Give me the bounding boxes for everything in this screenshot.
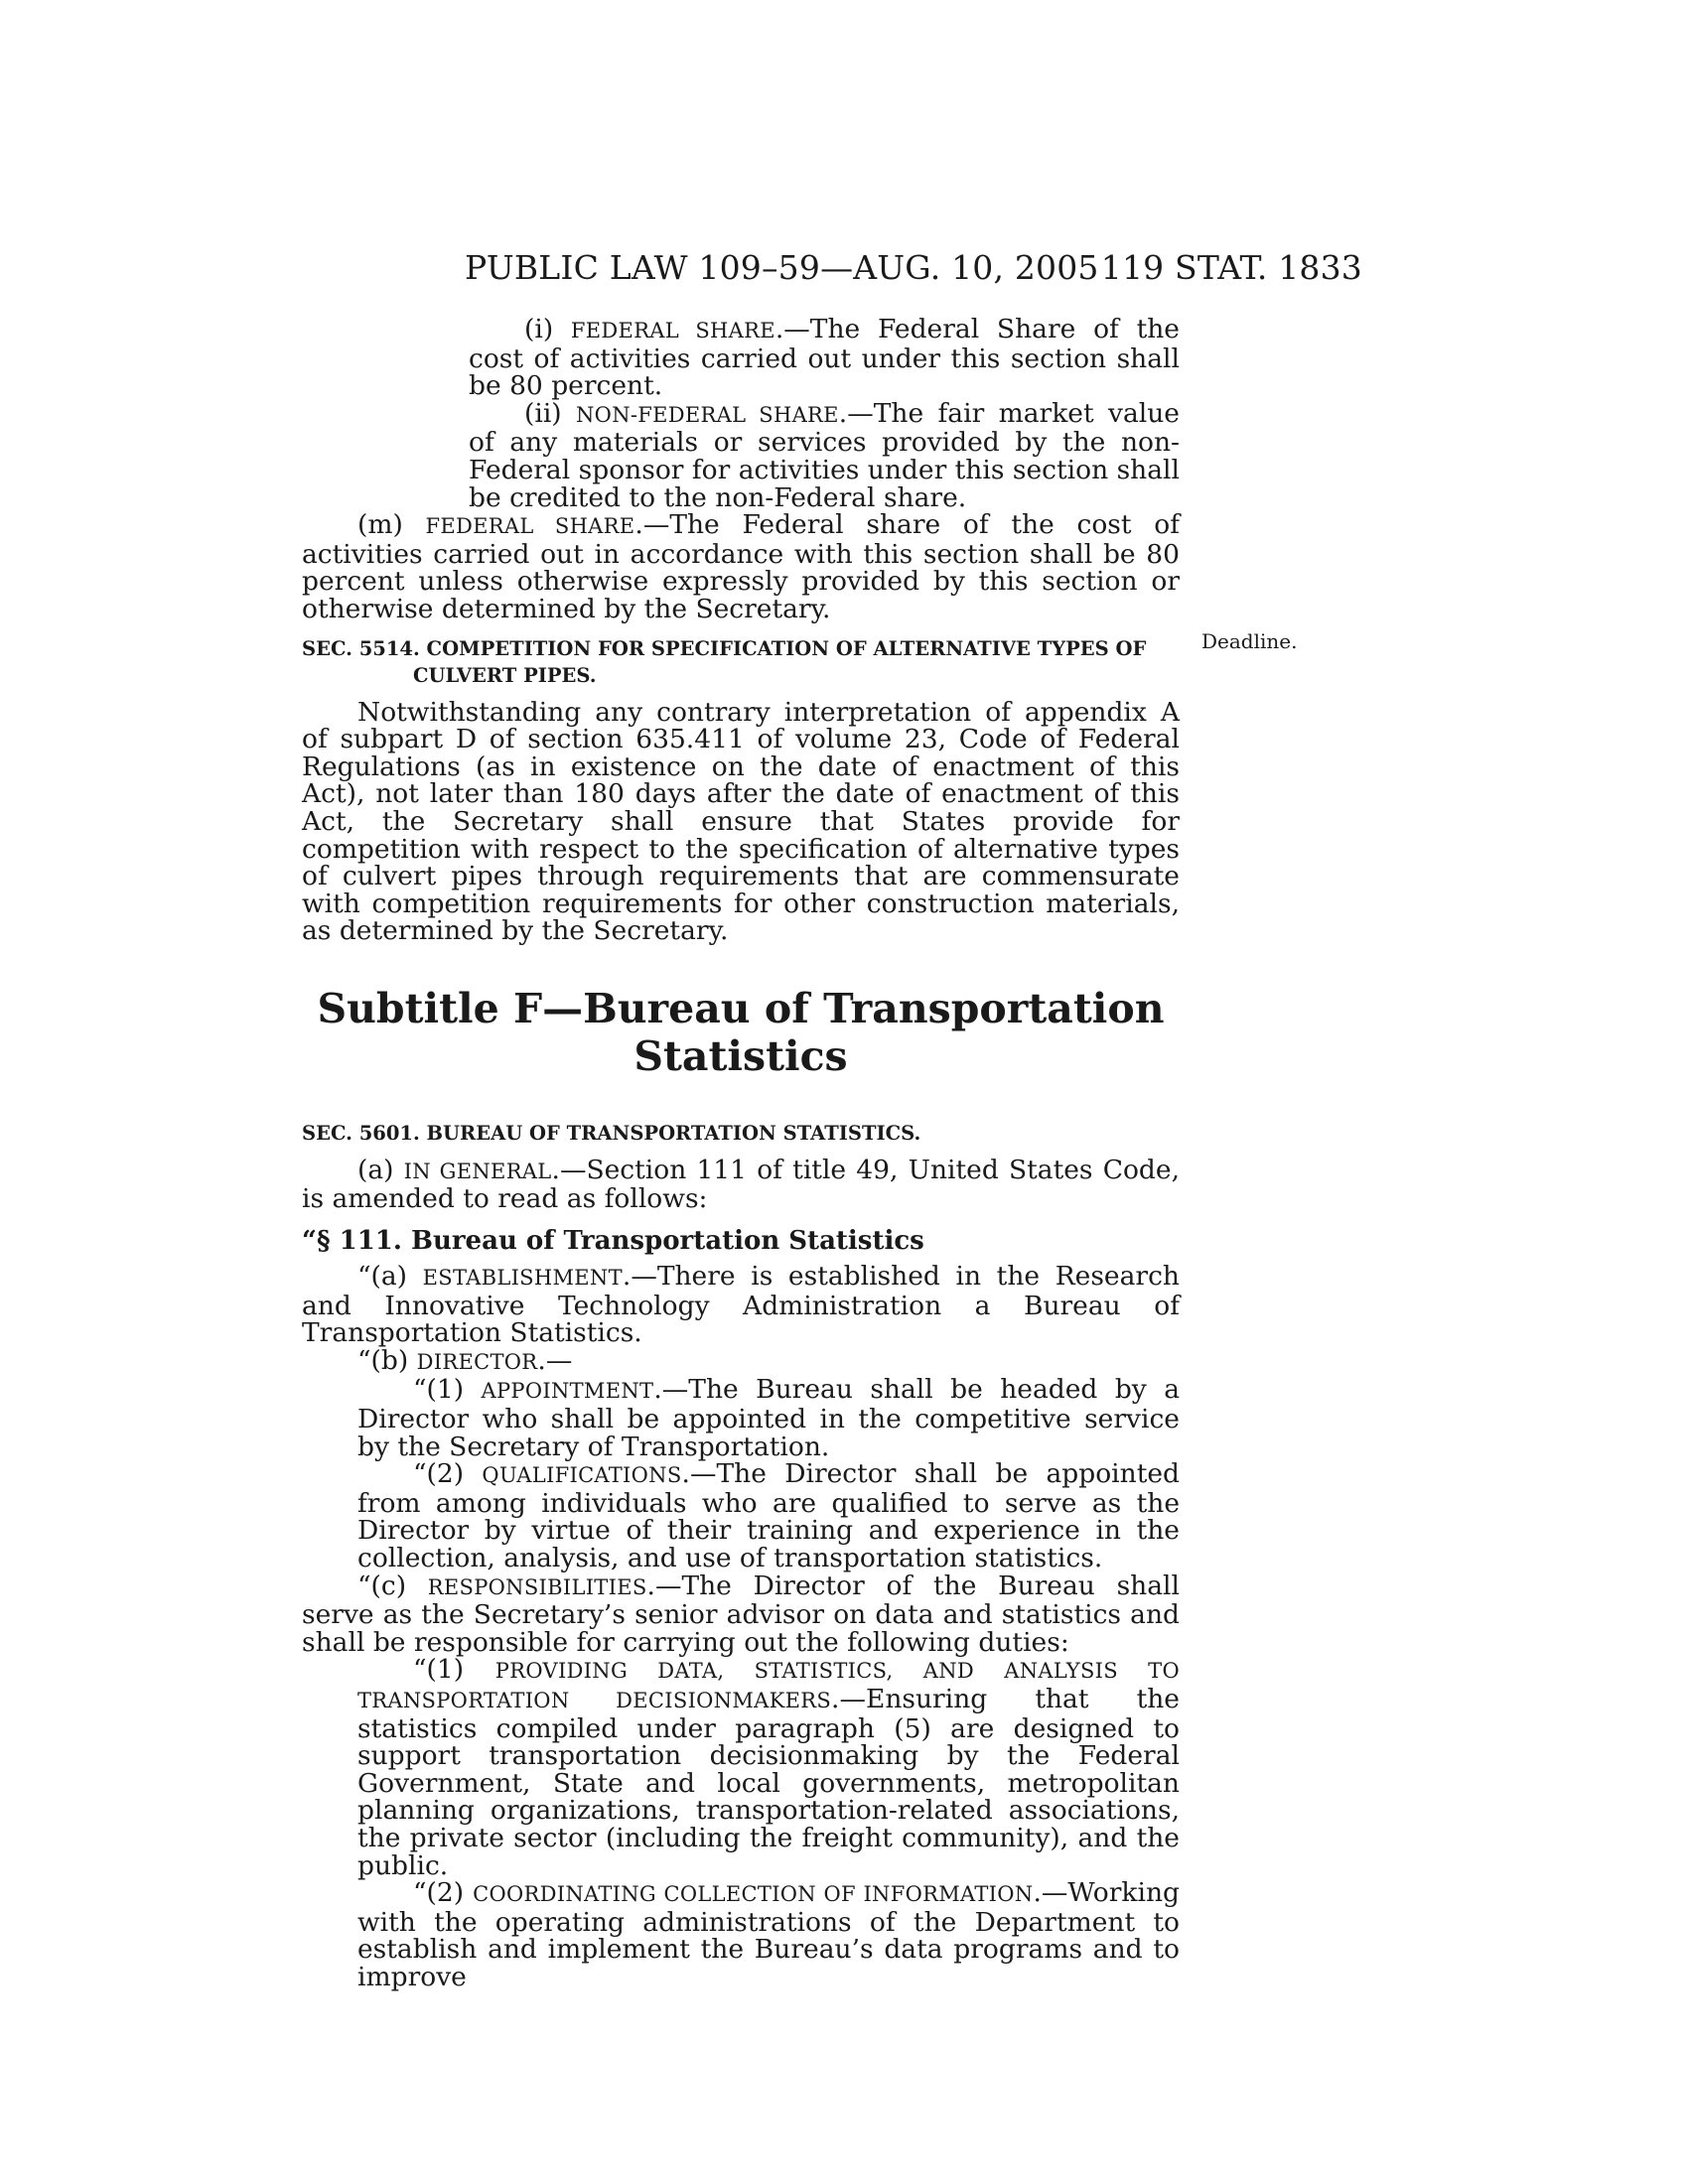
section-5601-heading: SEC. 5601. BUREAU OF TRANSPORTATION STATISTICS. <box>302 1121 921 1145</box>
section-111-a: “(a) ESTABLISHMENT.—There is established in the Research and Innovative Technology Administration a Bureau of Transportation Statistics. <box>302 1261 1180 1349</box>
margin-note: Deadline. <box>1201 629 1298 653</box>
section-5514-body: Notwithstanding any contrary interpretation of appendix A of subpart D of section 635.411 of volume 23, Code of Federal Regulations (as in existence on the date of enactment of this Act), not later than 180 days after the date of enactment of this Act, the Secretary shall ensure that States provide for competition with respect to the specification of alternative types of culvert pipes through requirements that are commensurate with competition requirements for other construction materials, as determined by the Secretary. <box>302 696 1180 947</box>
heading-federal-share-m: FEDERAL SHARE <box>425 514 635 539</box>
heading-coordinating-collection: COORDINATING COLLECTION OF INFORMATION <box>473 1882 1034 1907</box>
section-5601-a: (a) IN GENERAL.—Section 111 of title 49, United States Code, is amended to read as follows: <box>302 1154 1180 1215</box>
subtitle-heading <box>302 985 1180 1080</box>
paragraph-i: (i) FEDERAL SHARE.—The Federal Share of the cost of activities carried out under this section shall be 80 percent. <box>469 314 1180 402</box>
heading-non-federal-share: NON-FEDERAL SHARE <box>576 402 839 427</box>
heading-federal-share: FEDERAL SHARE <box>570 319 775 342</box>
section-111-c1: “(1) PROVIDING DATA, STATISTICS, AND ANALYSIS TO TRANSPORTATION DECISIONMAKERS.—Ensuring that the statistics compiled under paragraph (5) are designed to support transportation decisionmaking by the Federal Government, State and local governments, metropolitan planning organizations, transportation-related associations, the private sector (including the freight community), and the public. <box>357 1654 1180 1881</box>
section-111-c: “(c) RESPONSIBILITIES.—The Director of the Bureau shall serve as the Secretary’s senior advisor on data and statistics and shall be responsible for carrying out the following duties: <box>302 1570 1180 1658</box>
paragraph-ii: (ii) NON-FEDERAL SHARE.—The fair market value of any materials or services provided by the non-Federal sponsor for activities under this section shall be credited to the non-Federal share. <box>469 397 1180 513</box>
section-111-b: “(b) DIRECTOR.— <box>357 1344 573 1376</box>
section-5514-heading: SEC. 5514. COMPETITION FOR SPECIFICATION OF ALTERNATIVE TYPES OF CULVERT PIPES. <box>302 636 1147 687</box>
heading-director: DIRECTOR <box>416 1349 538 1374</box>
text-column <box>302 316 1180 1991</box>
section-111-c2: “(2) COORDINATING COLLECTION OF INFORMATION.—Working with the operating administrations of the Department to establish and implement the Bureau’s data programs and to improve <box>357 1877 1180 1992</box>
running-header-left: PUBLIC LAW 109–59—AUG. 10, 2005 <box>465 248 1099 287</box>
subtitle-line-1: Subtitle F—Bureau of Transportation <box>317 984 1165 1032</box>
heading-responsibilities: RESPONSIBILITIES <box>427 1574 647 1599</box>
heading-providing-data: PROVIDING DATA, STATISTICS, AND ANALYSIS TO TRANSPORTATION DECISIONMAKERS <box>357 1659 1180 1712</box>
section-111-b2: “(2) QUALIFICATIONS.—The Director shall be appointed from among individuals who are qualified to serve as the Director by virtue of their training and experience in the collection, analysis, and use of transportation statistics. <box>357 1458 1180 1573</box>
running-header-right: 119 STAT. 1833 <box>1100 248 1362 287</box>
heading-appointment: APPOINTMENT <box>481 1379 654 1404</box>
section-111-b1: “(1) APPOINTMENT.—The Bureau shall be headed by a Director who shall be appointed in the competitive service by the Secretary of Transportation. <box>357 1374 1180 1462</box>
subtitle-line-2: Statistics <box>633 1031 848 1080</box>
heading-in-general: IN GENERAL <box>403 1159 552 1183</box>
heading-qualifications: QUALIFICATIONS <box>482 1463 682 1488</box>
paragraph-m: (m) FEDERAL SHARE.—The Federal share of the cost of activities carried out in accordance with this section shall be 80 percent unless otherwise expressly provided by this section or otherwise determined by the Secretary. <box>302 509 1180 624</box>
heading-establishment: ESTABLISHMENT <box>422 1266 623 1291</box>
section-111-heading: “§ 111. Bureau of Transportation Statistics <box>302 1226 924 1257</box>
